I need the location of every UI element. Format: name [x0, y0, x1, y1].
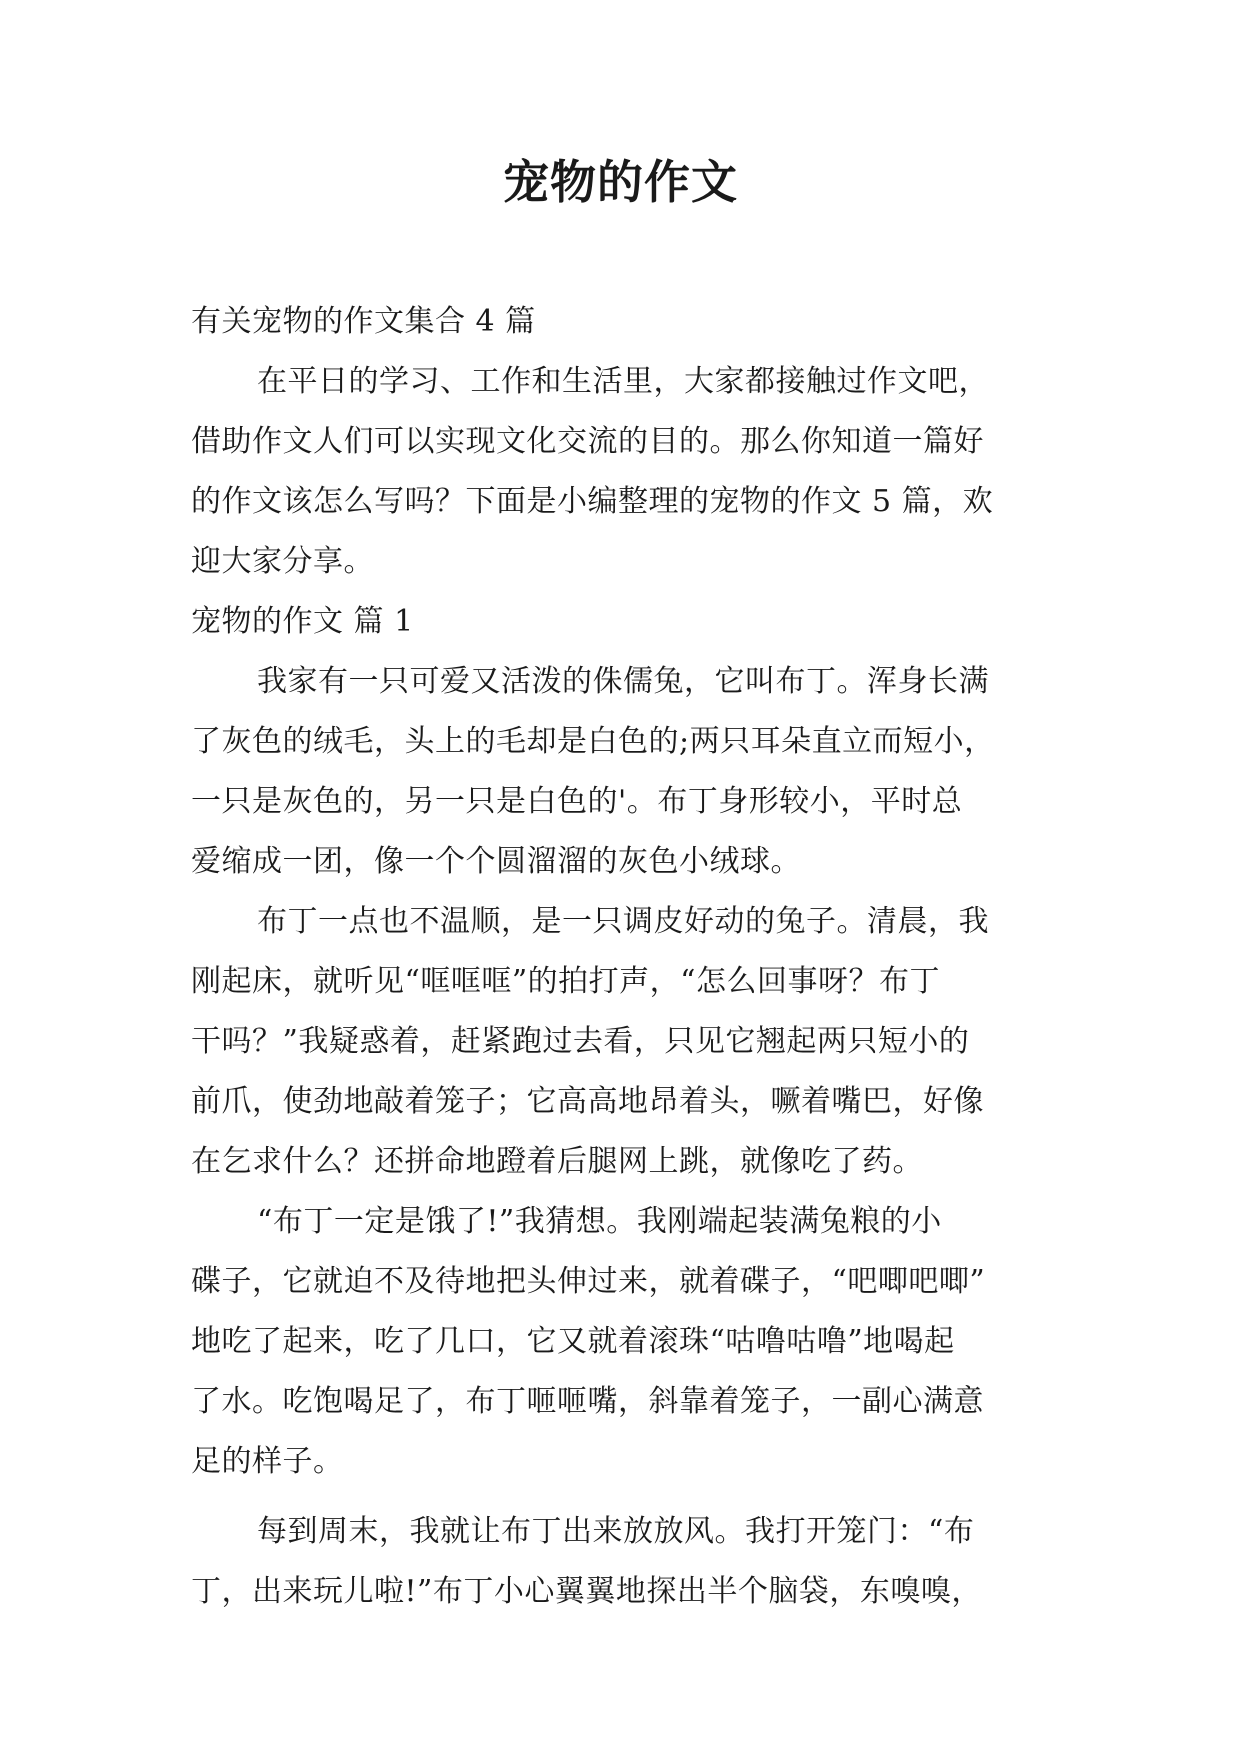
- text-line: 足的样子。: [191, 1444, 344, 1479]
- text-line: 了灰色的绒毛，头上的毛却是白色的;两只耳朵直立而短小，: [191, 724, 995, 759]
- paragraph-3: [191, 1192, 1051, 1492]
- text-line: 借助作文人们可以实现文化交流的目的。那么你知道一篇好: [191, 424, 984, 459]
- text-line: 在乞求什么？还拼命地蹬着后腿网上跳，就像吃了药。: [191, 1144, 923, 1179]
- paragraph-4: [191, 1502, 1051, 1622]
- text-line: 刚起床，就听见“哐哐哐”的拍打声，“怎么回事呀？布丁: [191, 964, 941, 999]
- text-line: 了水。吃饱喝足了，布丁咂咂嘴，斜靠着笼子，一副心满意: [191, 1384, 984, 1419]
- text-line: 丁，出来玩儿啦!”布丁小心翼翼地探出半个脑袋，东嗅嗅，: [191, 1574, 982, 1609]
- text-line: 每到周末，我就让布丁出来放放风。我打开笼门：“布: [257, 1514, 975, 1549]
- page-title: 宠物的作文: [503, 155, 738, 209]
- subtitle: 有关宠物的作文集合 4 篇: [191, 304, 536, 339]
- text-line: 干吗？”我疑惑着，赶紧跑过去看，只见它翘起两只短小的: [191, 1024, 970, 1059]
- text-line: 地吃了起来，吃了几口，它又就着滚珠“咕噜咕噜”地喝起: [191, 1324, 955, 1359]
- section-heading: 宠物的作文 篇 1: [191, 604, 414, 639]
- paragraph-2: [191, 892, 1051, 1192]
- text-line: 我家有一只可爱又活泼的侏儒兔，它叫布丁。浑身长满: [257, 664, 989, 699]
- text-line: 爱缩成一团，像一个个圆溜溜的灰色小绒球。: [191, 844, 801, 879]
- paragraph-1: [191, 652, 1051, 892]
- text-line: 在平日的学习、工作和生活里，大家都接触过作文吧，: [257, 364, 989, 399]
- text-line: 碟子，它就迫不及待地把头伸过来，就着碟子，“吧唧吧唧”: [191, 1264, 986, 1299]
- text-line: 的作文该怎么写吗？下面是小编整理的宠物的作文 5 篇，欢: [191, 484, 994, 519]
- paragraph-spacer: [191, 1492, 1051, 1502]
- text-line: 一只是灰色的，另一只是白色的'。布丁身形较小，平时总: [191, 784, 963, 819]
- intro-paragraph: [191, 352, 1051, 592]
- text-line: “布丁一定是饿了!”我猜想。我刚端起装满兔粮的小: [257, 1204, 942, 1239]
- text-line: 迎大家分享。: [191, 544, 374, 579]
- text-line: 前爪，使劲地敲着笼子；它高高地昂着头，噘着嘴巴，好像: [191, 1084, 984, 1119]
- document-body: [191, 292, 1051, 1622]
- text-line: 布丁一点也不温顺，是一只调皮好动的兔子。清晨，我: [257, 904, 989, 939]
